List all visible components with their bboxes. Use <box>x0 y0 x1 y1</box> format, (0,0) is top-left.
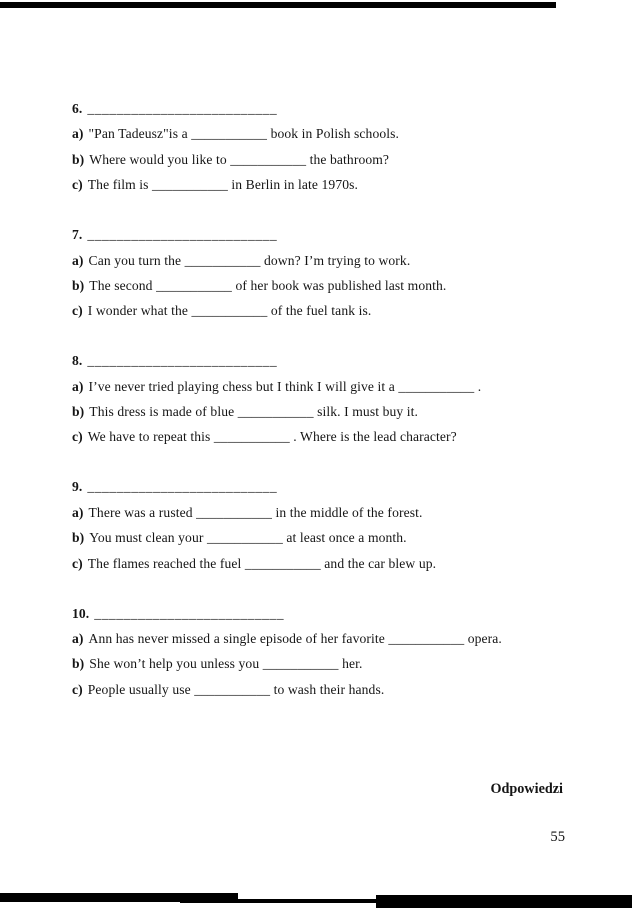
item-label: b) <box>72 404 85 420</box>
item-text: I wonder what the ___________ of the fuel tank is. <box>87 303 372 319</box>
question-block-9 <box>72 474 577 576</box>
question-number-line <box>72 474 577 499</box>
exercise-line <box>72 525 577 550</box>
question-number-line <box>72 348 577 373</box>
exercise-line <box>72 172 577 197</box>
question-number-line <box>72 96 577 121</box>
question-number: 8. <box>72 353 83 369</box>
question-number: 9. <box>72 479 83 495</box>
exercise-line <box>72 298 577 323</box>
answer-blank-line: __________________________ <box>87 353 278 369</box>
question-number: 10. <box>72 605 90 621</box>
answer-blank-line: __________________________ <box>87 101 278 116</box>
item-label: a) <box>72 252 84 268</box>
item-text: This dress is made of blue ___________ silk. I must buy it. <box>89 404 419 420</box>
question-number-line <box>72 601 577 626</box>
item-text: The flames reached the fuel ___________ and the car blew up. <box>87 555 437 571</box>
answer-blank-line: __________________________ <box>94 605 285 621</box>
item-text: Ann has never missed a single episode of her favorite ___________ opera. <box>88 630 502 646</box>
question-block-10 <box>72 601 577 703</box>
item-text: The second ___________ of her book was published last month. <box>89 277 447 293</box>
item-text: She won’t help you unless you ___________ her. <box>89 656 363 672</box>
exercise-line <box>72 651 577 676</box>
exercise-line <box>72 147 577 172</box>
item-text: The film is ___________ in Berlin in late 1970s. <box>87 177 358 193</box>
item-label: a) <box>72 378 84 394</box>
item-label: a) <box>72 126 84 142</box>
item-label: b) <box>72 277 85 293</box>
question-number-line <box>72 222 577 247</box>
item-label: b) <box>72 151 85 167</box>
worksheet-page <box>72 96 577 702</box>
exercise-line <box>72 551 577 576</box>
item-label: c) <box>72 555 83 571</box>
answer-blank-line: __________________________ <box>87 479 278 495</box>
exercise-line <box>72 121 577 146</box>
exercise-line <box>72 374 577 399</box>
item-label: c) <box>72 177 83 193</box>
question-number: 6. <box>72 101 83 116</box>
item-text: "Pan Tadeusz"is a ___________ book in Polish schools. <box>88 126 400 142</box>
answer-blank-line: __________________________ <box>87 227 278 243</box>
question-block-6 <box>72 96 577 198</box>
answers-heading: Odpowiedzi <box>490 781 563 797</box>
item-text: I’ve never tried playing chess but I think I will give it a ___________ . <box>88 378 482 394</box>
exercise-line <box>72 626 577 651</box>
item-label: a) <box>72 630 84 646</box>
scan-artifact-bottom-right <box>376 895 632 908</box>
exercise-line <box>72 424 577 449</box>
question-block-8 <box>72 348 577 450</box>
item-text: There was a rusted ___________ in the middle of the forest. <box>88 504 423 520</box>
item-label: c) <box>72 681 83 697</box>
exercise-line <box>72 248 577 273</box>
exercise-line <box>72 677 577 702</box>
item-label: b) <box>72 656 85 672</box>
scan-artifact-bottom-middle <box>180 899 380 903</box>
item-text: People usually use ___________ to wash their hands. <box>87 681 385 697</box>
item-text: We have to repeat this ___________ . Where is the lead character? <box>87 429 457 445</box>
item-text: Can you turn the ___________ down? I’m trying to work. <box>88 252 411 268</box>
item-label: c) <box>72 303 83 319</box>
question-number: 7. <box>72 227 83 243</box>
item-text: Where would you like to ___________ the bathroom? <box>89 151 390 167</box>
item-label: b) <box>72 530 85 546</box>
exercise-line <box>72 273 577 298</box>
item-label: c) <box>72 429 83 445</box>
item-text: You must clean your ___________ at least once a month. <box>89 530 407 546</box>
exercise-line <box>72 399 577 424</box>
exercise-line <box>72 500 577 525</box>
question-block-7 <box>72 222 577 324</box>
item-label: a) <box>72 504 84 520</box>
page-number: 55 <box>550 829 565 845</box>
scan-artifact-top-bar <box>0 2 556 8</box>
